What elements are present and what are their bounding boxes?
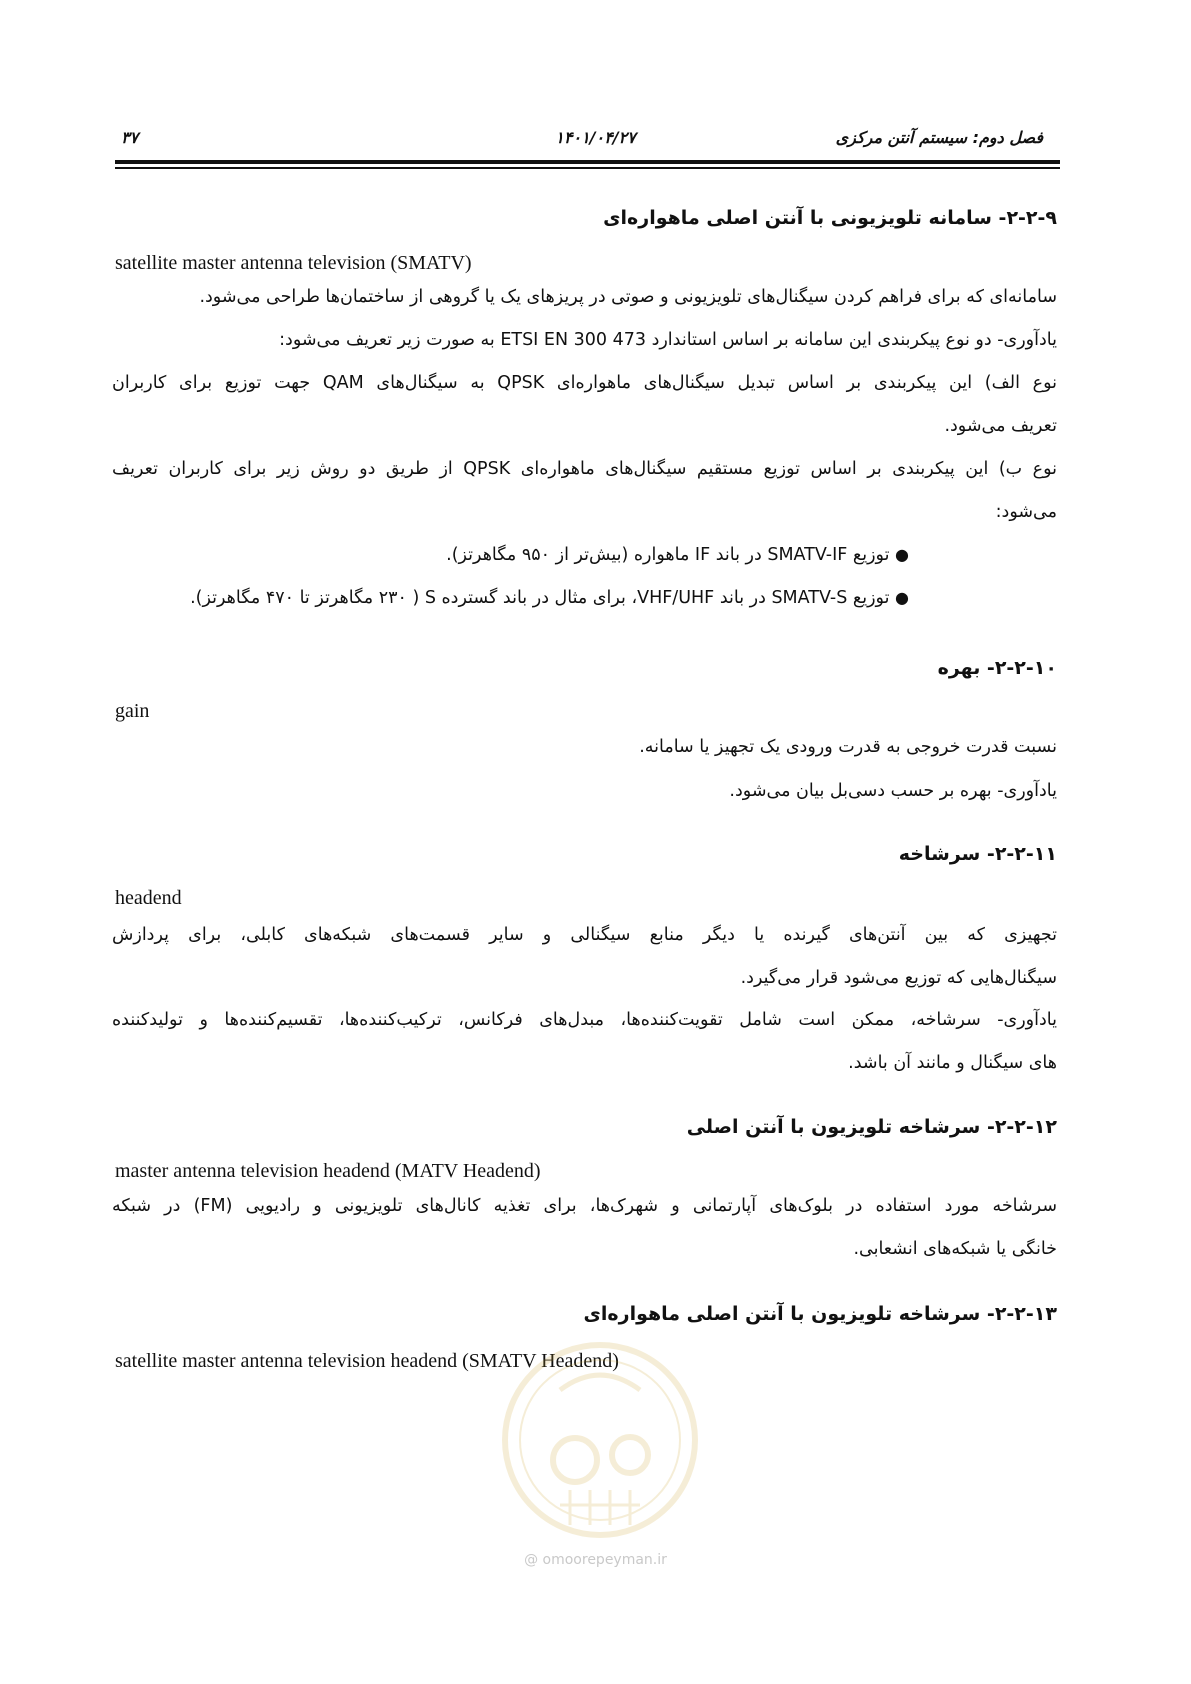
definition-line: نسبت قدرت خروجی به قدرت ورودی یک تجهیز یا سامانه. — [639, 737, 1057, 757]
section-heading: ۲-۲-۹- سامانه تلویزیونی با آنتن اصلی ماهواره‌ای — [603, 207, 1057, 229]
definition-line: سامانه‌ای که برای فراهم کردن سیگنال‌های تلویزیونی و صوتی در پریزهای یک یا گروهی از ساختمان‌ها طراحی می‌شود. — [199, 287, 1057, 307]
english-term: satellite master antenna television (SMATV) — [115, 252, 472, 274]
bullet-item — [190, 588, 909, 608]
header-rule-thin — [115, 167, 1060, 169]
definition-line: تجهیزی که بین آنتن‌های گیرنده یا دیگر منابع سیگنالی و سایر قسمت‌های شبکه‌های کابلی، برای پردازش — [112, 925, 1057, 945]
paragraph-line: می‌شود: — [995, 502, 1057, 522]
section-heading: ۲-۲-۱۳- سرشاخه تلویزیون با آنتن اصلی ماهواره‌ای — [583, 1303, 1057, 1325]
english-term: gain — [115, 700, 150, 722]
bullet-text: توزیع SMATV-IF در باند IF ماهواره (بیش‌تر از ۹۵۰ مگاهرتز). — [446, 545, 890, 565]
paragraph-line: نوع ب) این پیکربندی بر اساس توزیع مستقیم سیگنال‌های ماهواره‌ای QPSK از طریق دو روش زیر برای کاربران تعریف — [112, 459, 1057, 479]
page-number: ۳۷ — [121, 128, 139, 147]
note-line: یادآوری- دو نوع پیکربندی این سامانه بر اساس استاندارد ETSI EN 300 473 به صورت زیر تعریف می‌شود: — [279, 330, 1057, 350]
bullet-item — [446, 545, 909, 565]
note-line: های سیگنال و مانند آن باشد. — [848, 1053, 1057, 1073]
chapter-title: فصل دوم: سیستم آنتن مرکزی — [835, 128, 1043, 147]
paragraph-line: نوع الف) این پیکربندی بر اساس تبدیل سیگنال‌های ماهواره‌ای QPSK به سیگنال‌های QAM جهت توزیع برای کاربران — [112, 373, 1057, 393]
header-rule-thick — [115, 160, 1060, 164]
english-term: headend — [115, 887, 182, 909]
watermark-text: @ omoorepeyman.ir — [524, 1552, 667, 1568]
note-line: یادآوری- سرشاخه، ممکن است شامل تقویت‌کننده‌ها، مبدل‌های فرکانس، ترکیب‌کننده‌ها، تقسیم‌کننده‌ها و تولیدکننده — [112, 1010, 1057, 1030]
paragraph-line: تعریف می‌شود. — [944, 416, 1057, 436]
english-term: satellite master antenna television headend (SMATV Headend) — [115, 1350, 619, 1372]
section-heading: ۲-۲-۱۱- سرشاخه — [898, 843, 1057, 865]
definition-line: سیگنال‌هایی که توزیع می‌شود قرار می‌گیرد. — [740, 968, 1057, 988]
bullet-dot-icon: ● — [895, 545, 909, 564]
definition-line: سرشاخه مورد استفاده در بلوک‌های آپارتمانی و شهرک‌ها، برای تغذیه کانال‌های تلویزیونی و رادیویی (FM) در شبکه — [112, 1196, 1057, 1216]
header-date: ۱۴۰۱/۰۴/۲۷ — [555, 128, 636, 147]
note-line: یادآوری- بهره بر حسب دسی‌بل بیان می‌شود. — [729, 781, 1057, 801]
section-heading: ۲-۲-۱۲- سرشاخه تلویزیون با آنتن اصلی — [686, 1116, 1057, 1138]
bullet-text: توزیع SMATV-S در باند VHF/UHF، برای مثال در باند گسترده S ( ۲۳۰ مگاهرتز تا ۴۷۰ مگاهرتز). — [190, 588, 890, 608]
bullet-dot-icon: ● — [895, 588, 909, 607]
english-term: master antenna television headend (MATV Headend) — [115, 1160, 541, 1182]
section-heading: ۲-۲-۱۰- بهره — [937, 657, 1057, 679]
definition-line: خانگی یا شبکه‌های انشعابی. — [853, 1239, 1057, 1259]
